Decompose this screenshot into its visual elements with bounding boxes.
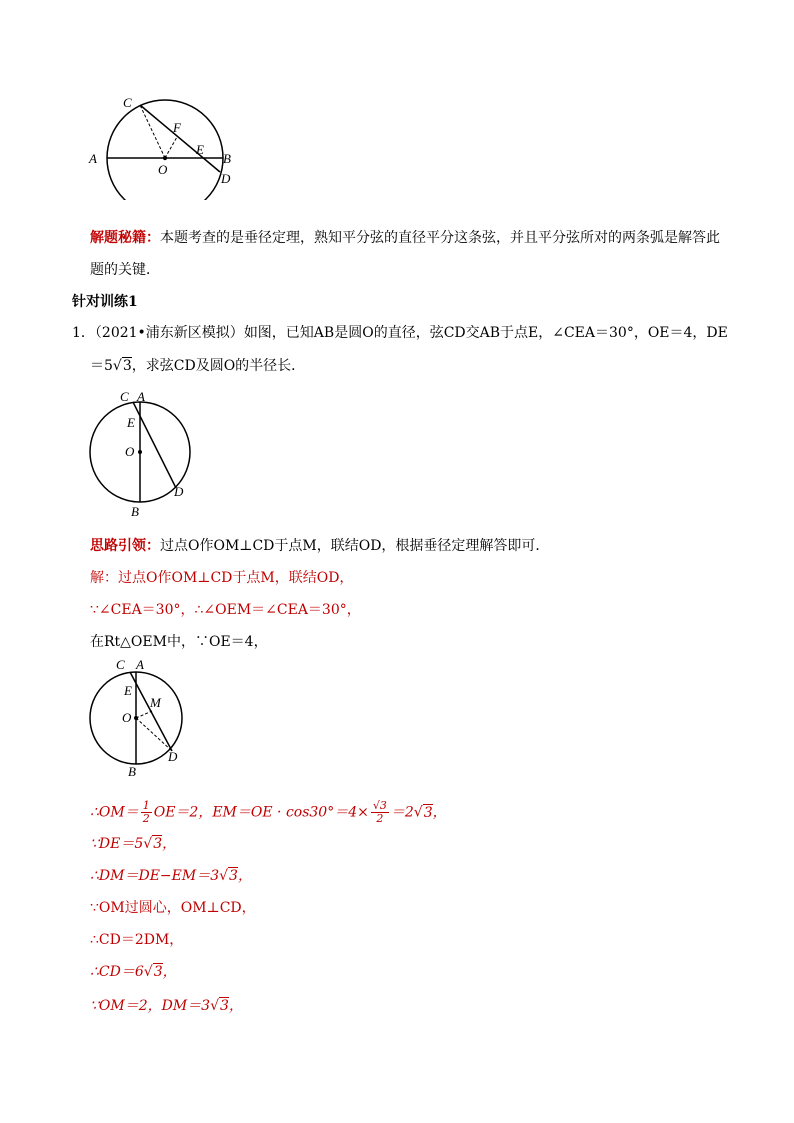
sqrt-sign: √: [143, 836, 153, 852]
step-6-sqrt: 3: [153, 964, 163, 980]
step-1-a: ∴OM＝: [90, 804, 139, 821]
dashed-oc-1: [140, 105, 165, 158]
sqrt-sign: √: [219, 868, 229, 884]
problem-text-2-suffix: ，求弦CD及圆O的半径长．: [131, 358, 306, 374]
fraction-sqrt3-over-2: [371, 800, 389, 825]
problem-sqrt-value: 3: [122, 358, 132, 374]
problem-text-2-prefix: ＝5: [90, 358, 113, 374]
chord-cd-1: [140, 105, 220, 172]
frac-num: 1: [142, 799, 150, 812]
step-2-b: ，: [162, 836, 177, 852]
label-o: O: [125, 444, 135, 459]
label-o: O: [158, 162, 168, 177]
label-b: B: [131, 504, 139, 519]
sqrt-sign: √: [112, 358, 122, 374]
step-7-b: ，: [228, 998, 243, 1014]
problem-line-1: [72, 323, 728, 343]
step-3: [90, 866, 252, 886]
figure-2-circle-diagram: [80, 385, 200, 520]
step-1-c: ＝2: [390, 804, 414, 821]
label-e: E: [124, 683, 132, 698]
problem-source: （2021•浦东新区模拟）: [94, 325, 244, 341]
label-e: E: [196, 142, 204, 157]
hint-title: 思路引领：: [90, 538, 160, 554]
solution-line-1: 解：过点O作OM⊥CD于点M，联结OD，: [90, 570, 354, 586]
step-6: [90, 962, 177, 982]
step-6-a: ∴CD＝6: [90, 964, 144, 980]
dashed-om-3: [136, 711, 152, 718]
step-3-sqrt: 3: [229, 868, 238, 884]
label-f: F: [173, 120, 181, 135]
frac-den: 2: [142, 812, 150, 825]
figure-3-circle-diagram: [80, 655, 200, 783]
step-5: ∴CD＝2DM，: [90, 932, 184, 948]
label-a: A: [137, 389, 145, 404]
sqrt-sign: √: [210, 998, 220, 1014]
step-4: ∵OM过圆心，OM⊥CD，: [90, 900, 256, 916]
label-d: D: [221, 171, 231, 186]
label-c: C: [120, 389, 129, 404]
center-dot-2: [138, 450, 142, 454]
figure-1-circle-diagram: [80, 90, 250, 200]
label-c: C: [123, 95, 132, 110]
label-a: A: [89, 151, 97, 166]
step-7: [90, 996, 243, 1016]
label-c: C: [116, 657, 125, 672]
problem-text-1: 如图，已知AB是圆O的直径，弦CD交AB于点E，∠CEA＝30°，OE＝4，DE: [243, 325, 728, 341]
step-1: [90, 800, 447, 825]
sqrt-sign: √: [413, 804, 423, 821]
hint-text: 过点O作OM⊥CD于点M，联结OD，根据垂径定理解答即可．: [160, 538, 550, 554]
label-a: A: [136, 657, 144, 672]
step-1-d: ，: [432, 804, 447, 821]
label-b: B: [128, 764, 136, 779]
solution-line-3: 在Rt△OEM中，∵OE＝4，: [90, 634, 268, 650]
dashed-of-1: [165, 137, 177, 158]
frac2-num: √3: [372, 799, 387, 812]
fraction-one-half: [141, 800, 152, 825]
dashed-od-3: [136, 718, 172, 751]
step-3-a: ∴DM＝DE−EM＝3: [90, 868, 220, 884]
label-o: O: [122, 710, 132, 725]
section-heading: 针对训练1: [72, 294, 138, 310]
tip-line-2: 题的关键．: [90, 262, 160, 278]
problem-line-2: [90, 356, 305, 376]
frac2-den: 2: [376, 812, 384, 825]
tip-line-1: [90, 228, 720, 248]
step-2: [90, 834, 176, 854]
tip-text-1: 本题考查的是垂径定理，熟知平分弦的直径平分这条弦，并且平分弦所对的两条弧是解答此: [160, 230, 720, 246]
label-b: B: [223, 151, 231, 166]
step-1-sqrt: 3: [423, 804, 433, 821]
center-dot-3: [134, 716, 138, 720]
tip-title: 解题秘籍：: [90, 230, 160, 246]
step-2-sqrt: 3: [153, 836, 163, 852]
solution-line-2: ∵∠CEA＝30°，∴∠OEM＝∠CEA＝30°，: [90, 602, 361, 618]
problem-number: 1．: [72, 325, 95, 341]
hint-line: [90, 536, 549, 556]
step-1-b: OE＝2，EM＝OE · cos30°＝4×: [153, 804, 369, 821]
step-2-a: ∵DE＝5: [90, 836, 144, 852]
circle-o-1: [107, 100, 223, 200]
center-dot-1: [163, 156, 167, 160]
sqrt-sign: √: [143, 964, 153, 980]
step-7-a: ∵OM＝2，DM＝3: [90, 998, 211, 1014]
label-d: D: [174, 484, 184, 499]
step-7-sqrt: 3: [220, 998, 229, 1014]
label-e: E: [127, 415, 135, 430]
step-3-b: ，: [237, 868, 252, 884]
label-d: D: [168, 749, 178, 764]
label-m: M: [150, 695, 161, 710]
step-6-b: ，: [162, 964, 177, 980]
